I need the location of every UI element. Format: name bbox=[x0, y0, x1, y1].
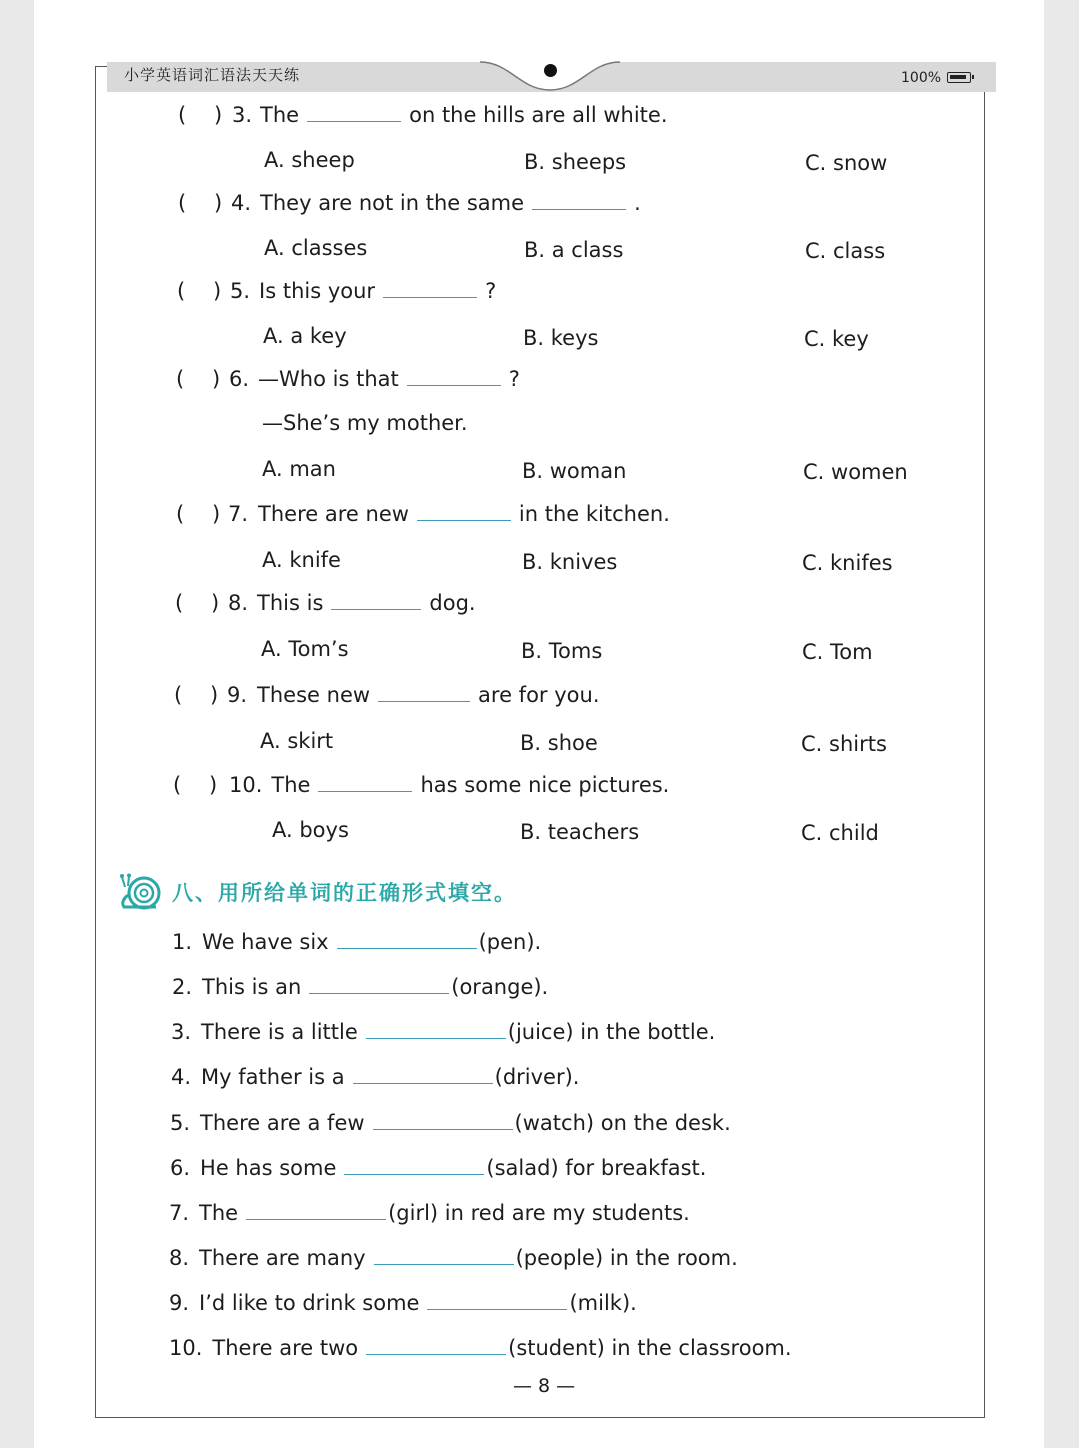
answer-paren-close: ) bbox=[212, 367, 221, 391]
question-text-before: Is this your bbox=[259, 279, 376, 303]
question-text-before: The bbox=[271, 773, 311, 797]
option-c[interactable]: C. key bbox=[804, 327, 869, 351]
answer-blank[interactable] bbox=[374, 1262, 514, 1265]
answer-blank[interactable] bbox=[246, 1217, 386, 1220]
fill-item bbox=[171, 1065, 579, 1089]
item-number: 6. bbox=[170, 1156, 191, 1180]
item-number: 7. bbox=[169, 1201, 190, 1225]
item-number: 8. bbox=[169, 1246, 190, 1270]
question-number: 10. bbox=[229, 773, 263, 797]
item-number: 1. bbox=[172, 930, 193, 954]
item-text-before: This is an bbox=[202, 975, 302, 999]
option-c[interactable]: C. women bbox=[803, 460, 908, 484]
question-text-before: The bbox=[260, 103, 300, 127]
section-8-header bbox=[118, 872, 517, 912]
page-number: — 8 — bbox=[513, 1375, 576, 1397]
answer-paren-open: ( bbox=[177, 279, 186, 303]
question-stem bbox=[230, 279, 496, 303]
answer-blank[interactable] bbox=[353, 1081, 493, 1084]
item-text-before: There are a few bbox=[200, 1111, 365, 1135]
option-a[interactable]: A. a key bbox=[263, 324, 347, 348]
answer-paren-close: ) bbox=[209, 773, 218, 797]
answer-paren-open: ( bbox=[176, 502, 185, 526]
item-text-after: (driver). bbox=[494, 1065, 580, 1089]
question-text-before: This is bbox=[257, 591, 324, 615]
battery-percent: 100% bbox=[901, 70, 942, 86]
question-text-after: has some nice pictures. bbox=[420, 773, 670, 797]
option-b[interactable]: B. a class bbox=[524, 237, 624, 262]
answer-paren-open: ( bbox=[178, 103, 187, 127]
item-text-after: (juice) in the bottle. bbox=[507, 1020, 716, 1044]
item-text-after: (milk). bbox=[569, 1291, 637, 1315]
answer-paren-open: ( bbox=[178, 191, 187, 215]
question-number: 6. bbox=[229, 367, 250, 391]
answer-paren-open: ( bbox=[176, 367, 185, 391]
option-c[interactable]: C. snow bbox=[805, 151, 888, 175]
question-stem bbox=[229, 773, 669, 797]
question-text-before: There are new bbox=[258, 502, 409, 526]
answer-blank[interactable] bbox=[366, 1352, 506, 1355]
fill-item bbox=[169, 1291, 637, 1315]
option-b[interactable]: B. keys bbox=[523, 325, 599, 350]
option-b[interactable]: B. sheeps bbox=[524, 149, 627, 174]
question-stem bbox=[228, 591, 476, 615]
question-text-after: on the hills are all white. bbox=[409, 103, 668, 127]
item-text-after: (people) in the room. bbox=[515, 1246, 738, 1270]
question-text-after: ? bbox=[508, 367, 520, 391]
item-text-after: (girl) in red are my students. bbox=[388, 1201, 690, 1225]
fill-item bbox=[170, 1156, 706, 1180]
item-number: 9. bbox=[169, 1291, 190, 1315]
question-number: 3. bbox=[232, 103, 253, 127]
option-a[interactable]: A. skirt bbox=[260, 729, 334, 753]
question-text-after: in the kitchen. bbox=[518, 502, 670, 526]
answer-blank[interactable] bbox=[407, 383, 501, 386]
answer-blank[interactable] bbox=[383, 295, 477, 298]
fill-item bbox=[171, 1020, 715, 1044]
item-text-before: The bbox=[199, 1201, 239, 1225]
option-a[interactable]: A. man bbox=[262, 457, 336, 481]
item-text-after: (salad) for breakfast. bbox=[486, 1156, 707, 1180]
question-number: 5. bbox=[230, 279, 251, 303]
question-stem bbox=[227, 683, 600, 707]
question-stem bbox=[231, 191, 641, 215]
option-a[interactable]: A. sheep bbox=[264, 148, 355, 172]
section-8-title: 八、用所给单词的正确形式填空。 bbox=[172, 881, 517, 905]
answer-paren-open: ( bbox=[173, 773, 182, 797]
option-a[interactable]: A. knife bbox=[262, 548, 341, 572]
fill-item bbox=[172, 930, 541, 954]
answer-blank[interactable] bbox=[378, 699, 470, 702]
item-text-after: (pen). bbox=[478, 930, 542, 954]
item-text-after: (student) in the classroom. bbox=[508, 1336, 792, 1360]
option-b[interactable]: B. woman bbox=[522, 458, 627, 483]
option-b[interactable]: B. Toms bbox=[521, 638, 603, 663]
option-c[interactable]: C. shirts bbox=[801, 732, 887, 756]
question-reply-line: —She’s my mother. bbox=[262, 411, 468, 435]
question-text-before: These new bbox=[257, 683, 371, 707]
question-number: 7. bbox=[228, 502, 249, 526]
question-number: 9. bbox=[227, 683, 248, 707]
item-text-after: (watch) on the desk. bbox=[514, 1111, 731, 1135]
snail-icon bbox=[118, 873, 164, 911]
answer-blank[interactable] bbox=[307, 119, 401, 122]
fill-item bbox=[172, 975, 548, 999]
item-number: 2. bbox=[172, 975, 193, 999]
item-number: 5. bbox=[170, 1111, 191, 1135]
item-text-before: There are many bbox=[199, 1246, 366, 1270]
question-stem bbox=[228, 502, 670, 526]
answer-blank[interactable] bbox=[337, 946, 477, 949]
item-text-before: There is a little bbox=[201, 1020, 358, 1044]
option-b[interactable]: B. knives bbox=[522, 549, 618, 574]
answer-paren-close: ) bbox=[213, 279, 222, 303]
item-text-before: I’d like to drink some bbox=[199, 1291, 420, 1315]
option-c[interactable]: C. knifes bbox=[802, 551, 893, 575]
answer-paren-close: ) bbox=[210, 683, 219, 707]
item-text-after: (orange). bbox=[451, 975, 549, 999]
fill-item bbox=[170, 1111, 731, 1135]
question-text-before: —Who is that bbox=[258, 367, 399, 391]
option-a[interactable]: A. classes bbox=[264, 236, 368, 260]
item-text-before: There are two bbox=[212, 1336, 359, 1360]
option-c[interactable]: C. child bbox=[801, 821, 879, 845]
answer-blank[interactable] bbox=[309, 991, 449, 994]
answer-blank[interactable] bbox=[417, 518, 511, 521]
option-b[interactable]: B. teachers bbox=[520, 819, 640, 844]
question-text-after: are for you. bbox=[478, 683, 600, 707]
answer-paren-close: ) bbox=[214, 191, 223, 215]
question-number: 8. bbox=[228, 591, 249, 615]
answer-blank[interactable] bbox=[366, 1036, 506, 1039]
option-c[interactable]: C. Tom bbox=[802, 640, 873, 664]
item-number: 10. bbox=[169, 1336, 203, 1360]
fill-item bbox=[169, 1336, 792, 1360]
option-b[interactable]: B. shoe bbox=[520, 730, 598, 755]
answer-blank[interactable] bbox=[331, 607, 421, 610]
question-text-before: They are not in the same bbox=[260, 191, 525, 215]
question-stem bbox=[229, 367, 520, 391]
item-text-before: He has some bbox=[200, 1156, 337, 1180]
answer-blank[interactable] bbox=[318, 789, 412, 792]
answer-paren-open: ( bbox=[174, 683, 183, 707]
answer-blank[interactable] bbox=[344, 1172, 484, 1175]
answer-paren-close: ) bbox=[214, 103, 223, 127]
question-text-after: . bbox=[634, 191, 641, 215]
question-stem bbox=[232, 103, 668, 127]
question-number: 4. bbox=[231, 191, 252, 215]
fill-item bbox=[169, 1246, 738, 1270]
answer-paren-close: ) bbox=[211, 591, 220, 615]
answer-paren-close: ) bbox=[212, 502, 221, 526]
item-number: 3. bbox=[171, 1020, 192, 1044]
camera-dot bbox=[544, 64, 557, 77]
item-text-before: We have six bbox=[202, 930, 329, 954]
option-a[interactable]: A. Tom’s bbox=[261, 637, 349, 661]
fill-item bbox=[169, 1201, 690, 1225]
option-a[interactable]: A. boys bbox=[272, 818, 349, 842]
book-title: 小学英语词汇语法天天练 bbox=[124, 66, 301, 84]
question-text-after: dog. bbox=[429, 591, 476, 615]
battery-icon bbox=[947, 72, 971, 83]
item-number: 4. bbox=[171, 1065, 192, 1089]
question-text-after: ? bbox=[485, 279, 497, 303]
item-text-before: My father is a bbox=[201, 1065, 345, 1089]
answer-blank[interactable] bbox=[532, 207, 626, 210]
option-c[interactable]: C. class bbox=[805, 239, 886, 263]
answer-blank[interactable] bbox=[373, 1127, 513, 1130]
answer-paren-open: ( bbox=[175, 591, 184, 615]
answer-blank[interactable] bbox=[427, 1307, 567, 1310]
